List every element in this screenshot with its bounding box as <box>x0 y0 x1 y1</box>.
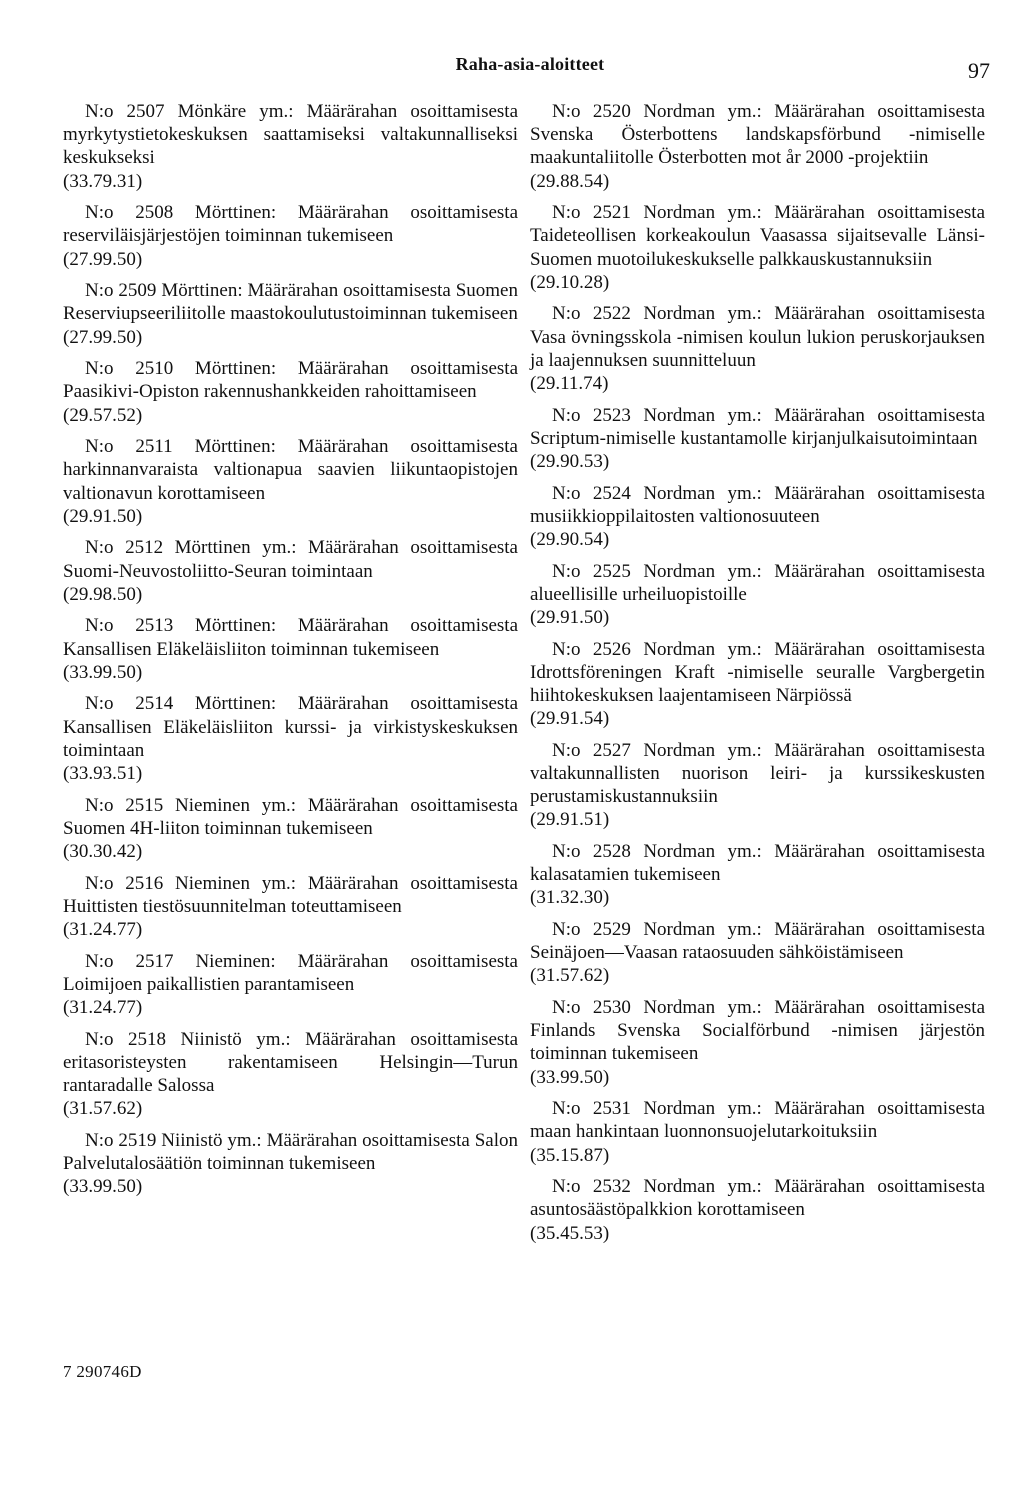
entry-reference: (31.32.30) <box>530 887 610 909</box>
list-item <box>63 357 518 427</box>
list-item <box>530 1097 985 1167</box>
list-item <box>63 435 518 528</box>
entry-reference: (29.91.51) <box>530 809 610 831</box>
list-item <box>63 692 518 785</box>
list-item <box>63 794 518 864</box>
page-header-title: Raha-asia-aloitteet <box>455 54 605 74</box>
entry-title: N:o 2517 Nieminen: Määrärahan osoittamisesta Loimijoen paikallistien parantamiseen <box>63 950 518 995</box>
entry-title: N:o 2521 Nordman ym.: Määrärahan osoittamisesta Taideteollisen korkeakoulun Vaasassa sijaitsevalle Länsi-Suomen muotoilukeskukselle palkkauskustannuksiin <box>530 202 985 270</box>
entry-title: N:o 2532 Nordman ym.: Määrärahan osoittamisesta asuntosäästöpalkkion korottamiseen <box>530 1176 985 1221</box>
entry-reference: (33.79.31) <box>63 170 143 192</box>
entry-reference: (33.99.50) <box>63 1176 143 1198</box>
list-item <box>530 100 985 193</box>
entry-reference: (27.99.50) <box>63 326 143 348</box>
list-item <box>63 279 518 349</box>
left-column <box>63 100 518 1207</box>
entry-title: N:o 2529 Nordman ym.: Määrärahan osoittamisesta Seinäjoen—Vaasan rataosuuden sähköistämiseen <box>530 919 985 964</box>
entry-reference: (29.10.28) <box>530 271 610 293</box>
entry-reference: (31.24.77) <box>63 997 143 1019</box>
entry-title: N:o 2523 Nordman ym.: Määrärahan osoittamisesta Scriptum-nimiselle kustantamolle kirjanjulkaisutoimintaan <box>530 404 985 449</box>
entry-title: N:o 2514 Mörttinen: Määrärahan osoittamisesta Kansallisen Eläkeläisliiton kurssi- ja virkistyskeskuksen toimintaan <box>63 693 518 761</box>
entry-title: N:o 2512 Mörttinen ym.: Määrärahan osoittamisesta Suomi-Neuvostoliitto-Seuran toimintaan <box>63 537 518 582</box>
list-item <box>63 100 518 193</box>
list-item <box>63 1129 518 1199</box>
entry-reference: (30.30.42) <box>63 841 143 863</box>
entry-reference: (29.11.74) <box>530 373 609 395</box>
list-item <box>530 201 985 294</box>
entry-title: N:o 2518 Niinistö ym.: Määrärahan osoittamisesta eritasoristeysten rakentamiseen Helsingin—Turun rantaradalle Salossa <box>63 1028 518 1097</box>
entry-reference: (33.99.50) <box>530 1066 610 1088</box>
entry-reference: (29.98.50) <box>63 583 143 605</box>
entry-title: N:o 2520 Nordman ym.: Määrärahan osoittamisesta Svenska Österbottens landskapsförbund -nimiselle maakuntaliitolle Österbotten mot år 2000 -projektiin <box>530 101 985 169</box>
list-item <box>530 560 985 630</box>
list-item <box>530 996 985 1089</box>
list-item <box>63 201 518 271</box>
entry-reference: (29.91.54) <box>530 708 610 730</box>
list-item <box>63 950 518 1020</box>
entry-reference: (29.91.50) <box>63 505 143 527</box>
entry-title: N:o 2511 Mörttinen: Määrärahan osoittamisesta harkinnanvaraista valtionapua saavien liikuntaopistojen valtionavun korottamiseen <box>63 436 518 504</box>
list-item <box>63 872 518 942</box>
entry-reference: (33.99.50) <box>63 661 143 683</box>
entry-title: N:o 2515 Nieminen ym.: Määrärahan osoittamisesta Suomen 4H-liiton toiminnan tukemiseen <box>63 794 518 839</box>
entry-title: N:o 2522 Nordman ym.: Määrärahan osoittamisesta Vasa övningsskola -nimisen koulun lukion peruskorjauksen ja laajennuksen suunnitteluun <box>530 303 985 371</box>
list-item <box>63 536 518 606</box>
entry-title: N:o 2519 Niinistö ym.: Määrärahan osoittamisesta Salon Palvelutalosäätiön toiminnan tukemiseen <box>63 1129 518 1175</box>
list-item <box>63 1028 518 1121</box>
right-column <box>530 100 985 1253</box>
entry-title: N:o 2527 Nordman ym.: Määrärahan osoittamisesta valtakunnallisten nuorison leiri- ja kurssikeskusten perustamiskustannuksiin <box>530 739 985 808</box>
entry-reference: (33.93.51) <box>63 763 143 785</box>
list-item <box>530 1175 985 1245</box>
entry-reference: (29.90.53) <box>530 451 610 473</box>
entry-reference: (29.91.50) <box>530 607 610 629</box>
list-item <box>530 482 985 552</box>
list-item <box>530 302 985 395</box>
list-item <box>530 739 985 832</box>
entry-title: N:o 2531 Nordman ym.: Määrärahan osoittamisesta maan hankintaan luonnonsuojelutarkoituksiin <box>530 1098 985 1143</box>
page-number: 97 <box>968 58 990 83</box>
entry-title: N:o 2524 Nordman ym.: Määrärahan osoittamisesta musiikkioppilaitosten valtionosuuteen <box>530 482 985 527</box>
list-item <box>530 638 985 731</box>
list-item <box>530 404 985 474</box>
entry-title: N:o 2526 Nordman ym.: Määrärahan osoittamisesta Idrottsföreningen Kraft -nimiselle seuralle Vargbergetin hiihtokeskuksen laajentamiseen Närpiössä <box>530 638 985 707</box>
footer-code: 7 290746D <box>63 1362 142 1381</box>
list-item <box>63 614 518 684</box>
list-item <box>530 840 985 910</box>
entry-title: N:o 2516 Nieminen ym.: Määrärahan osoittamisesta Huittisten tiestösuunnitelman toteuttamiseen <box>63 872 518 917</box>
entry-title: N:o 2510 Mörttinen: Määrärahan osoittamisesta Paasikivi-Opiston rakennushankkeiden rahoittamiseen <box>63 358 518 403</box>
entry-title: N:o 2507 Mönkäre ym.: Määrärahan osoittamisesta myrkytystietokeskuksen saattamiseksi valtakunnalliseksi keskukseksi <box>63 101 518 169</box>
entry-reference: (29.57.52) <box>63 404 143 426</box>
entry-title: N:o 2513 Mörttinen: Määrärahan osoittamisesta Kansallisen Eläkeläisliiton toiminnan tukemiseen <box>63 615 518 660</box>
entry-reference: (31.24.77) <box>63 919 143 941</box>
entry-title: N:o 2530 Nordman ym.: Määrärahan osoittamisesta Finlands Svenska Socialförbund -nimisen järjestön toiminnan tukemiseen <box>530 997 985 1065</box>
entry-title: N:o 2528 Nordman ym.: Määrärahan osoittamisesta kalasatamien tukemiseen <box>530 841 985 886</box>
entry-reference: (35.15.87) <box>530 1144 610 1166</box>
entry-reference: (31.57.62) <box>530 965 610 987</box>
entry-reference: (35.45.53) <box>530 1222 610 1244</box>
entry-reference: (31.57.62) <box>63 1098 143 1120</box>
entry-reference: (29.88.54) <box>530 170 610 192</box>
list-item <box>530 918 985 988</box>
entry-title: N:o 2508 Mörttinen: Määrärahan osoittamisesta reserviläisjärjestöjen toiminnan tukemiseen <box>63 202 518 247</box>
entry-title: N:o 2525 Nordman ym.: Määrärahan osoittamisesta alueellisille urheiluopistoille <box>530 560 985 605</box>
entry-reference: (29.90.54) <box>530 529 610 551</box>
entry-title: N:o 2509 Mörttinen: Määrärahan osoittamisesta Suomen Reserviupseeriliitolle maastokoulutustoiminnan tukemiseen <box>63 280 518 325</box>
entry-reference: (27.99.50) <box>63 248 143 270</box>
